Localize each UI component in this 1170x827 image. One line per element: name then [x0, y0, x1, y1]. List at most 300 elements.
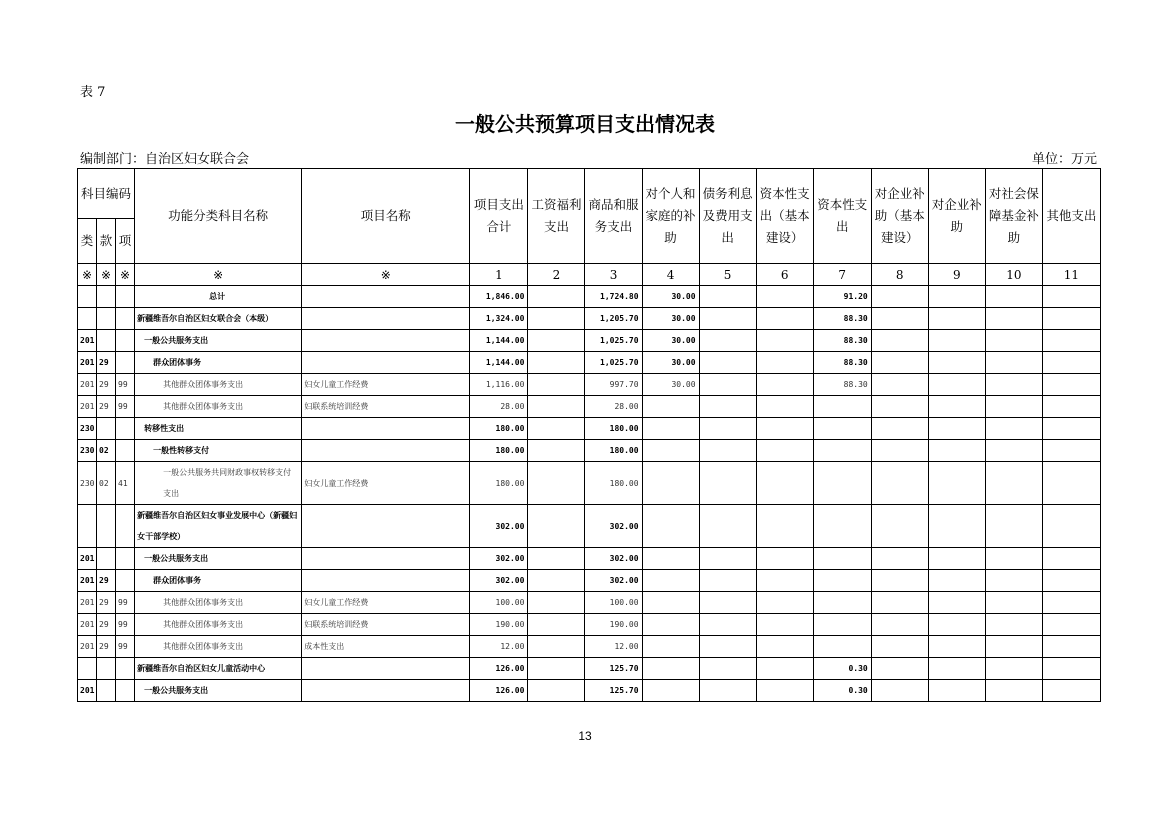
cell-capital-basic: [756, 592, 813, 614]
cell-xiang: [116, 418, 135, 440]
cell-debt: [699, 680, 756, 702]
cell-family: [642, 548, 699, 570]
header-xiang: 项: [116, 219, 135, 264]
cell-capital-basic: [756, 396, 813, 418]
cell-enterprise-basic: [871, 462, 928, 505]
marker-project-name: ※: [302, 264, 470, 286]
cell-enterprise-basic: [871, 330, 928, 352]
cell-capital-basic: [756, 505, 813, 548]
header-project-name: 项目名称: [302, 169, 470, 264]
cell-debt: [699, 548, 756, 570]
cell-enterprise: [928, 352, 985, 374]
cell-enterprise-basic: [871, 505, 928, 548]
cell-goods: 180.00: [585, 462, 642, 505]
cell-enterprise-basic: [871, 636, 928, 658]
cell-lei: 230: [78, 418, 97, 440]
cell-social-security: [985, 374, 1042, 396]
cell-enterprise-basic: [871, 440, 928, 462]
cell-enterprise-basic: [871, 374, 928, 396]
cell-lei: [78, 505, 97, 548]
cell-xiang: 99: [116, 636, 135, 658]
cell-social-security: [985, 352, 1042, 374]
cell-func-name: 其他群众团体事务支出: [135, 396, 302, 418]
cell-project: [302, 286, 470, 308]
cell-project: [302, 308, 470, 330]
cell-salary: [528, 592, 585, 614]
cell-project: 妇女儿童工作经费: [302, 374, 470, 396]
cell-goods: 1,205.70: [585, 308, 642, 330]
cell-func-name: 群众团体事务: [135, 570, 302, 592]
cell-goods: 180.00: [585, 440, 642, 462]
cell-other: [1042, 440, 1100, 462]
unit-label: 单位：万元: [1031, 152, 1097, 167]
cell-capital-basic: [756, 658, 813, 680]
cell-debt: [699, 330, 756, 352]
cell-kuan: [97, 418, 116, 440]
cell-social-security: [985, 614, 1042, 636]
cell-family: 30.00: [642, 286, 699, 308]
cell-total: 1,144.00: [470, 352, 528, 374]
table-row: [78, 592, 1101, 614]
cell-project: [302, 440, 470, 462]
cell-capital-basic: [756, 548, 813, 570]
cell-func-name: 新疆维吾尔自治区妇女联合会（本级）: [135, 308, 302, 330]
cell-other: [1042, 374, 1100, 396]
cell-salary: [528, 374, 585, 396]
cell-enterprise-basic: [871, 308, 928, 330]
cell-capital: [813, 418, 871, 440]
cell-capital: [813, 548, 871, 570]
cell-capital: 88.30: [813, 308, 871, 330]
cell-total: 1,324.00: [470, 308, 528, 330]
cell-capital: [813, 636, 871, 658]
cell-enterprise: [928, 286, 985, 308]
cell-capital: [813, 614, 871, 636]
cell-capital: [813, 592, 871, 614]
cell-salary: [528, 680, 585, 702]
table-row: [78, 352, 1101, 374]
table-row: [78, 548, 1101, 570]
cell-kuan: 29: [97, 396, 116, 418]
header-row-1: [78, 169, 1101, 219]
cell-capital: 88.30: [813, 374, 871, 396]
cell-kuan: [97, 505, 116, 548]
cell-capital: 88.30: [813, 330, 871, 352]
cell-enterprise: [928, 440, 985, 462]
cell-salary: [528, 396, 585, 418]
cell-total: 190.00: [470, 614, 528, 636]
col-number-2: 2: [528, 264, 585, 286]
budget-table: [77, 168, 1101, 702]
cell-enterprise: [928, 570, 985, 592]
cell-salary: [528, 570, 585, 592]
col-number-9: 9: [928, 264, 985, 286]
cell-kuan: 29: [97, 592, 116, 614]
cell-xiang: 99: [116, 592, 135, 614]
cell-salary: [528, 636, 585, 658]
header-col-9: 对企业补助: [928, 169, 985, 264]
col-number-10: 10: [985, 264, 1042, 286]
cell-func-name: 一般公共服务共同财政事权转移支付支出: [135, 462, 302, 505]
cell-salary: [528, 308, 585, 330]
cell-xiang: [116, 680, 135, 702]
page-title: 一般公共预算项目支出情况表: [455, 112, 715, 136]
table-number: 表 7: [80, 85, 106, 100]
cell-debt: [699, 658, 756, 680]
cell-debt: [699, 286, 756, 308]
cell-family: 30.00: [642, 330, 699, 352]
cell-kuan: 29: [97, 352, 116, 374]
cell-lei: 230: [78, 462, 97, 505]
cell-salary: [528, 286, 585, 308]
cell-family: [642, 505, 699, 548]
header-col-10: 对社会保障基金补助: [985, 169, 1042, 264]
cell-other: [1042, 592, 1100, 614]
cell-project: [302, 330, 470, 352]
cell-debt: [699, 592, 756, 614]
cell-family: [642, 462, 699, 505]
cell-enterprise: [928, 330, 985, 352]
cell-enterprise-basic: [871, 570, 928, 592]
cell-other: [1042, 352, 1100, 374]
cell-xiang: [116, 286, 135, 308]
cell-other: [1042, 286, 1100, 308]
cell-enterprise-basic: [871, 548, 928, 570]
cell-capital-basic: [756, 462, 813, 505]
cell-project: 妇女儿童工作经费: [302, 592, 470, 614]
cell-kuan: [97, 286, 116, 308]
cell-func-name: 群众团体事务: [135, 352, 302, 374]
cell-family: [642, 658, 699, 680]
cell-social-security: [985, 658, 1042, 680]
cell-capital-basic: [756, 374, 813, 396]
cell-debt: [699, 505, 756, 548]
cell-lei: 201: [78, 374, 97, 396]
cell-enterprise-basic: [871, 352, 928, 374]
cell-func-name: 其他群众团体事务支出: [135, 614, 302, 636]
table-row: [78, 308, 1101, 330]
cell-func-name: 其他群众团体事务支出: [135, 592, 302, 614]
cell-social-security: [985, 570, 1042, 592]
compiling-department: 编制部门：自治区妇女联合会: [80, 152, 250, 167]
cell-lei: 201: [78, 330, 97, 352]
header-col-7: 资本性支出: [813, 169, 871, 264]
header-lei: 类: [78, 219, 97, 264]
cell-enterprise: [928, 462, 985, 505]
cell-debt: [699, 440, 756, 462]
cell-xiang: [116, 330, 135, 352]
cell-total: 180.00: [470, 418, 528, 440]
cell-capital-basic: [756, 308, 813, 330]
cell-capital: [813, 505, 871, 548]
cell-capital-basic: [756, 286, 813, 308]
cell-project: 妇联系统培训经费: [302, 614, 470, 636]
cell-social-security: [985, 505, 1042, 548]
cell-enterprise-basic: [871, 658, 928, 680]
cell-total: 1,144.00: [470, 330, 528, 352]
cell-enterprise: [928, 418, 985, 440]
cell-project: 妇女儿童工作经费: [302, 462, 470, 505]
cell-kuan: 29: [97, 614, 116, 636]
cell-goods: 100.00: [585, 592, 642, 614]
cell-other: [1042, 462, 1100, 505]
cell-enterprise-basic: [871, 418, 928, 440]
cell-project: [302, 570, 470, 592]
cell-enterprise: [928, 592, 985, 614]
cell-family: [642, 396, 699, 418]
cell-enterprise: [928, 505, 985, 548]
cell-lei: 201: [78, 396, 97, 418]
cell-kuan: 02: [97, 440, 116, 462]
cell-func-name: 其他群众团体事务支出: [135, 374, 302, 396]
cell-family: [642, 418, 699, 440]
cell-func-name: 新疆维吾尔自治区妇女儿童活动中心: [135, 658, 302, 680]
header-col-2: 工资福利支出: [528, 169, 585, 264]
cell-total: 302.00: [470, 548, 528, 570]
cell-debt: [699, 396, 756, 418]
cell-family: 30.00: [642, 374, 699, 396]
table-row: [78, 680, 1101, 702]
cell-goods: 302.00: [585, 505, 642, 548]
table-row: [78, 636, 1101, 658]
cell-capital: 0.30: [813, 658, 871, 680]
cell-kuan: [97, 330, 116, 352]
col-number-11: 11: [1042, 264, 1100, 286]
cell-project: [302, 680, 470, 702]
cell-salary: [528, 462, 585, 505]
cell-kuan: [97, 680, 116, 702]
cell-capital-basic: [756, 352, 813, 374]
cell-kuan: 29: [97, 636, 116, 658]
cell-func-name: 一般公共服务支出: [135, 680, 302, 702]
cell-func-name: 一般公共服务支出: [135, 330, 302, 352]
cell-capital: [813, 570, 871, 592]
cell-xiang: 99: [116, 396, 135, 418]
col-number-6: 6: [756, 264, 813, 286]
cell-goods: 997.70: [585, 374, 642, 396]
cell-social-security: [985, 680, 1042, 702]
cell-enterprise: [928, 308, 985, 330]
cell-xiang: [116, 658, 135, 680]
cell-salary: [528, 505, 585, 548]
cell-lei: [78, 658, 97, 680]
cell-capital: 88.30: [813, 352, 871, 374]
cell-other: [1042, 658, 1100, 680]
cell-kuan: [97, 548, 116, 570]
cell-family: [642, 614, 699, 636]
col-number-3: 3: [585, 264, 642, 286]
cell-project: [302, 418, 470, 440]
header-kuan: 款: [97, 219, 116, 264]
cell-debt: [699, 636, 756, 658]
cell-lei: 201: [78, 548, 97, 570]
cell-func-name: 新疆维吾尔自治区妇女事业发展中心（新疆妇女干部学校）: [135, 505, 302, 548]
cell-xiang: [116, 352, 135, 374]
cell-social-security: [985, 440, 1042, 462]
cell-enterprise: [928, 614, 985, 636]
cell-enterprise: [928, 658, 985, 680]
cell-lei: 201: [78, 614, 97, 636]
table-row-total: [78, 286, 1101, 308]
cell-capital: [813, 396, 871, 418]
cell-social-security: [985, 418, 1042, 440]
cell-project: [302, 505, 470, 548]
table-row: [78, 570, 1101, 592]
cell-total: 1,116.00: [470, 374, 528, 396]
cell-total: 180.00: [470, 462, 528, 505]
cell-goods: 190.00: [585, 614, 642, 636]
cell-salary: [528, 330, 585, 352]
cell-func-name: 一般公共服务支出: [135, 548, 302, 570]
cell-project: [302, 548, 470, 570]
cell-enterprise: [928, 548, 985, 570]
header-func-name: 功能分类科目名称: [135, 169, 302, 264]
cell-goods: 180.00: [585, 418, 642, 440]
cell-func-name: 其他群众团体事务支出: [135, 636, 302, 658]
cell-project: 妇联系统培训经费: [302, 396, 470, 418]
cell-other: [1042, 614, 1100, 636]
cell-total: 126.00: [470, 680, 528, 702]
cell-enterprise: [928, 680, 985, 702]
cell-social-security: [985, 592, 1042, 614]
col-number-7: 7: [813, 264, 871, 286]
cell-enterprise-basic: [871, 614, 928, 636]
cell-social-security: [985, 396, 1042, 418]
cell-capital-basic: [756, 636, 813, 658]
col-number-5: 5: [699, 264, 756, 286]
cell-xiang: [116, 440, 135, 462]
cell-capital-basic: [756, 680, 813, 702]
cell-goods: 125.70: [585, 680, 642, 702]
cell-capital-basic: [756, 418, 813, 440]
cell-total: 126.00: [470, 658, 528, 680]
table-row: [78, 330, 1101, 352]
col-number-1: 1: [470, 264, 528, 286]
cell-total: 302.00: [470, 570, 528, 592]
cell-family: [642, 592, 699, 614]
cell-xiang: [116, 308, 135, 330]
cell-family: [642, 636, 699, 658]
cell-family: [642, 680, 699, 702]
cell-total: 28.00: [470, 396, 528, 418]
page-number: 13: [578, 729, 592, 743]
cell-xiang: [116, 548, 135, 570]
cell-kuan: [97, 308, 116, 330]
cell-lei: 201: [78, 570, 97, 592]
cell-lei: 201: [78, 352, 97, 374]
cell-capital: 0.30: [813, 680, 871, 702]
cell-enterprise-basic: [871, 286, 928, 308]
cell-other: [1042, 680, 1100, 702]
cell-kuan: [97, 658, 116, 680]
header-col-4: 对个人和家庭的补助: [642, 169, 699, 264]
cell-total: 100.00: [470, 592, 528, 614]
header-col-1: 项目支出合计: [470, 169, 528, 264]
header-col-11: 其他支出: [1042, 169, 1100, 264]
cell-lei: 201: [78, 636, 97, 658]
cell-xiang: [116, 505, 135, 548]
cell-func-name: 转移性支出: [135, 418, 302, 440]
table-row: [78, 505, 1101, 548]
cell-debt: [699, 352, 756, 374]
cell-goods: 28.00: [585, 396, 642, 418]
header-col-8: 对企业补助（基本建设）: [871, 169, 928, 264]
cell-xiang: [116, 570, 135, 592]
col-number-4: 4: [642, 264, 699, 286]
table-row: [78, 396, 1101, 418]
cell-social-security: [985, 548, 1042, 570]
cell-capital-basic: [756, 330, 813, 352]
cell-kuan: 29: [97, 374, 116, 396]
cell-salary: [528, 352, 585, 374]
column-number-row: [78, 264, 1101, 286]
cell-capital: [813, 440, 871, 462]
cell-total: 302.00: [470, 505, 528, 548]
header-subject-code: 科目编码: [78, 169, 135, 219]
cell-salary: [528, 418, 585, 440]
cell-lei: 230: [78, 440, 97, 462]
cell-goods: 12.00: [585, 636, 642, 658]
marker-func-name: ※: [135, 264, 302, 286]
cell-total: 180.00: [470, 440, 528, 462]
cell-enterprise-basic: [871, 680, 928, 702]
cell-func-name: 一般性转移支付: [135, 440, 302, 462]
cell-capital: 91.20: [813, 286, 871, 308]
marker-lei: ※: [78, 264, 97, 286]
cell-lei: 201: [78, 680, 97, 702]
cell-other: [1042, 505, 1100, 548]
table-row: [78, 658, 1101, 680]
cell-social-security: [985, 636, 1042, 658]
cell-other: [1042, 418, 1100, 440]
cell-kuan: 02: [97, 462, 116, 505]
cell-other: [1042, 330, 1100, 352]
cell-xiang: 99: [116, 374, 135, 396]
cell-debt: [699, 418, 756, 440]
cell-lei: [78, 286, 97, 308]
cell-family: [642, 570, 699, 592]
cell-total: 12.00: [470, 636, 528, 658]
table-row: [78, 374, 1101, 396]
cell-social-security: [985, 330, 1042, 352]
table-row: [78, 614, 1101, 636]
cell-goods: 302.00: [585, 570, 642, 592]
cell-lei: 201: [78, 592, 97, 614]
cell-salary: [528, 658, 585, 680]
cell-family: 30.00: [642, 352, 699, 374]
cell-func-name: 总计: [135, 286, 302, 308]
cell-xiang: 41: [116, 462, 135, 505]
cell-debt: [699, 462, 756, 505]
col-number-8: 8: [871, 264, 928, 286]
cell-capital-basic: [756, 614, 813, 636]
table-row: [78, 440, 1101, 462]
cell-social-security: [985, 462, 1042, 505]
cell-capital-basic: [756, 570, 813, 592]
cell-kuan: 29: [97, 570, 116, 592]
cell-goods: 1,025.70: [585, 330, 642, 352]
cell-social-security: [985, 308, 1042, 330]
cell-xiang: 99: [116, 614, 135, 636]
cell-enterprise: [928, 636, 985, 658]
marker-xiang: ※: [116, 264, 135, 286]
cell-family: [642, 440, 699, 462]
cell-other: [1042, 636, 1100, 658]
cell-lei: [78, 308, 97, 330]
cell-capital: [813, 462, 871, 505]
cell-debt: [699, 570, 756, 592]
header-col-6: 资本性支出（基本建设）: [756, 169, 813, 264]
